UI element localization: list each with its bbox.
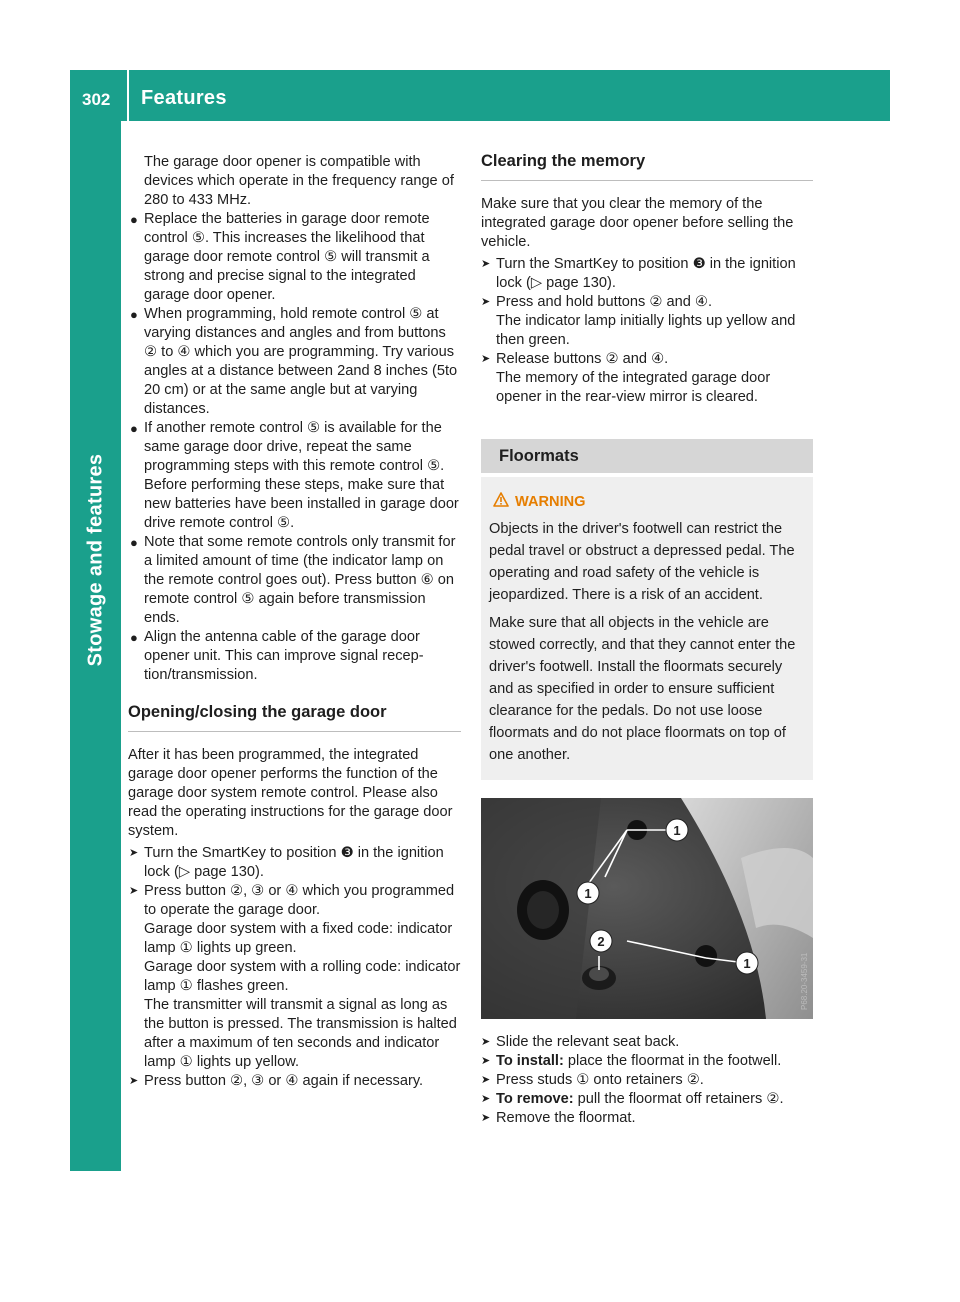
floormat-photo	[481, 798, 813, 1019]
step-item: ➤ Press studs ① onto retainers ②.	[481, 1072, 704, 1088]
warning-triangle-icon	[493, 492, 509, 507]
svg-text:2: 2	[597, 934, 605, 949]
section-rule	[481, 180, 813, 181]
section-rule	[128, 731, 461, 732]
section-title-clearing: Clearing the memory	[481, 152, 646, 170]
list-item: ● Align the antenna cable of the garage door opener unit. This can improve signal reception/transmission.	[130, 629, 424, 683]
step-item: ➤ Turn the SmartKey to position ❸ in the ignition lock (▷ page 130).	[129, 845, 444, 880]
step-item: ➤ Turn the SmartKey to position ❸ in the ignition lock (▷ page 130).	[481, 256, 796, 291]
step-arrow-icon: ➤	[481, 1112, 491, 1124]
step-arrow-icon: ➤	[481, 296, 491, 308]
step-arrow-icon: ➤	[481, 1036, 491, 1048]
callout-1a	[666, 819, 688, 841]
step-item: ➤ Press button ②, ③ or ④ again if necessary.	[129, 1073, 424, 1089]
list-item: ● Note that some remote controls only transmit for a limited amount of time (the indicator lamp on the remote control goes out). Press button ⑥ on remote control ⑤ again before transmission ends.	[130, 534, 456, 626]
warning-heading: WARNING	[489, 491, 805, 513]
list-item: ● If another remote control ⑤ is available for the same garage door drive, repeat the same programming steps with this remote control ⑤. Before performing these steps, make sure that new batteries have been installed in garage door drive remote control ⑤.	[130, 420, 459, 531]
page-number: 302	[82, 90, 111, 109]
side-tab-label: Stowage and features	[84, 453, 107, 667]
clearing-intro: Make sure that you clear the memory of the integrated garage door opener before selling the vehicle.	[481, 196, 794, 250]
list-item: ● Replace the batteries in garage door remote control ⑤. This increases the likelihood that garage door remote control ⑤ will transmit a strong and precise signal to the integrated garage door opener.	[130, 211, 430, 303]
svg-text:1: 1	[673, 823, 681, 838]
step-item: ➤ Press button ②, ③ or ④ which you programmed to operate the garage door. Garage door system with a fixed code: indicator lamp ① lights up green. Garage door system with a rolling code: indicator lamp ① flashes green. The transmitter will transmit a signal as long as the button is pressed. The transmission is halted after a maximum of ten seconds and indicator lamp ① lights up yellow.	[129, 883, 461, 1070]
list-item: ● When programming, hold remote control ⑤ at varying distances and angles and from buttons ② to ④ which you are programming. Try various angles at a distance between 2and 8 inches (5to 20 cm) or at the same angle but at varying distances.	[130, 306, 458, 417]
svg-text:1: 1	[743, 956, 751, 971]
callout-1c	[736, 952, 758, 974]
warning-text: Make sure that all objects in the vehicle are stowed correctly, and that they cannot enter the driver's footwell. Install the floormats securely and as specified in order to ensure sufficient clearance for the pedals. Do not use loose floormats and do not place floormats on top of one another.	[489, 615, 796, 763]
step-arrow-icon: ➤	[481, 1074, 491, 1086]
page-title: Features	[141, 87, 227, 109]
left-column	[128, 153, 461, 1091]
step-item: ➤ To remove: pull the floormat off retainers ②.	[481, 1091, 784, 1107]
warning-box	[481, 477, 813, 780]
bullet-icon: ●	[130, 307, 138, 322]
bullet-icon: ●	[130, 630, 138, 645]
step-arrow-icon: ➤	[129, 885, 139, 897]
step-item: ➤ Remove the floormat.	[481, 1110, 636, 1126]
bullet-icon: ●	[130, 535, 138, 550]
bullet-icon: ●	[130, 421, 138, 436]
step-item: ➤ Release buttons ② and ④. The memory of the integrated garage door opener in the rear-view mirror is cleared.	[481, 351, 771, 405]
callout-2	[590, 930, 612, 952]
intro-paragraph: The garage door opener is compatible with devices which operate in the frequency range of 280 to 433 MHz.	[144, 154, 454, 208]
floormats-heading: Floormats	[481, 439, 813, 473]
right-column	[481, 150, 813, 1128]
header-divider	[127, 70, 129, 121]
callout-1b	[577, 882, 599, 904]
bullet-icon: ●	[130, 212, 138, 227]
svg-text:1: 1	[584, 886, 592, 901]
step-arrow-icon: ➤	[481, 1093, 491, 1105]
section-intro: After it has been programmed, the integrated garage door opener performs the function of the garage door system remote control. Please also read the operating instructions for the garage door system.	[128, 747, 453, 839]
warning-text: Objects in the driver's footwell can restrict the pedal travel or obstruct a depressed pedal. The operating and road safety of the vehicle is jeopardized. There is a risk of an accident.	[489, 521, 795, 603]
step-arrow-icon: ➤	[481, 353, 491, 365]
section-title-opening: Opening/closing the garage door	[128, 703, 387, 721]
step-item: ➤ Press and hold buttons ② and ④. The indicator lamp initially lights up yellow and then green.	[481, 294, 796, 348]
floormat-steps	[481, 1033, 813, 1128]
step-item: ➤ To install: place the floormat in the footwell.	[481, 1053, 782, 1069]
step-arrow-icon: ➤	[481, 1055, 491, 1067]
step-arrow-icon: ➤	[129, 847, 139, 859]
photo-code: P68.20-3459-31	[800, 952, 809, 1010]
step-arrow-icon: ➤	[481, 258, 491, 270]
step-arrow-icon: ➤	[129, 1075, 139, 1087]
step-item: ➤ Slide the relevant seat back.	[481, 1034, 680, 1050]
